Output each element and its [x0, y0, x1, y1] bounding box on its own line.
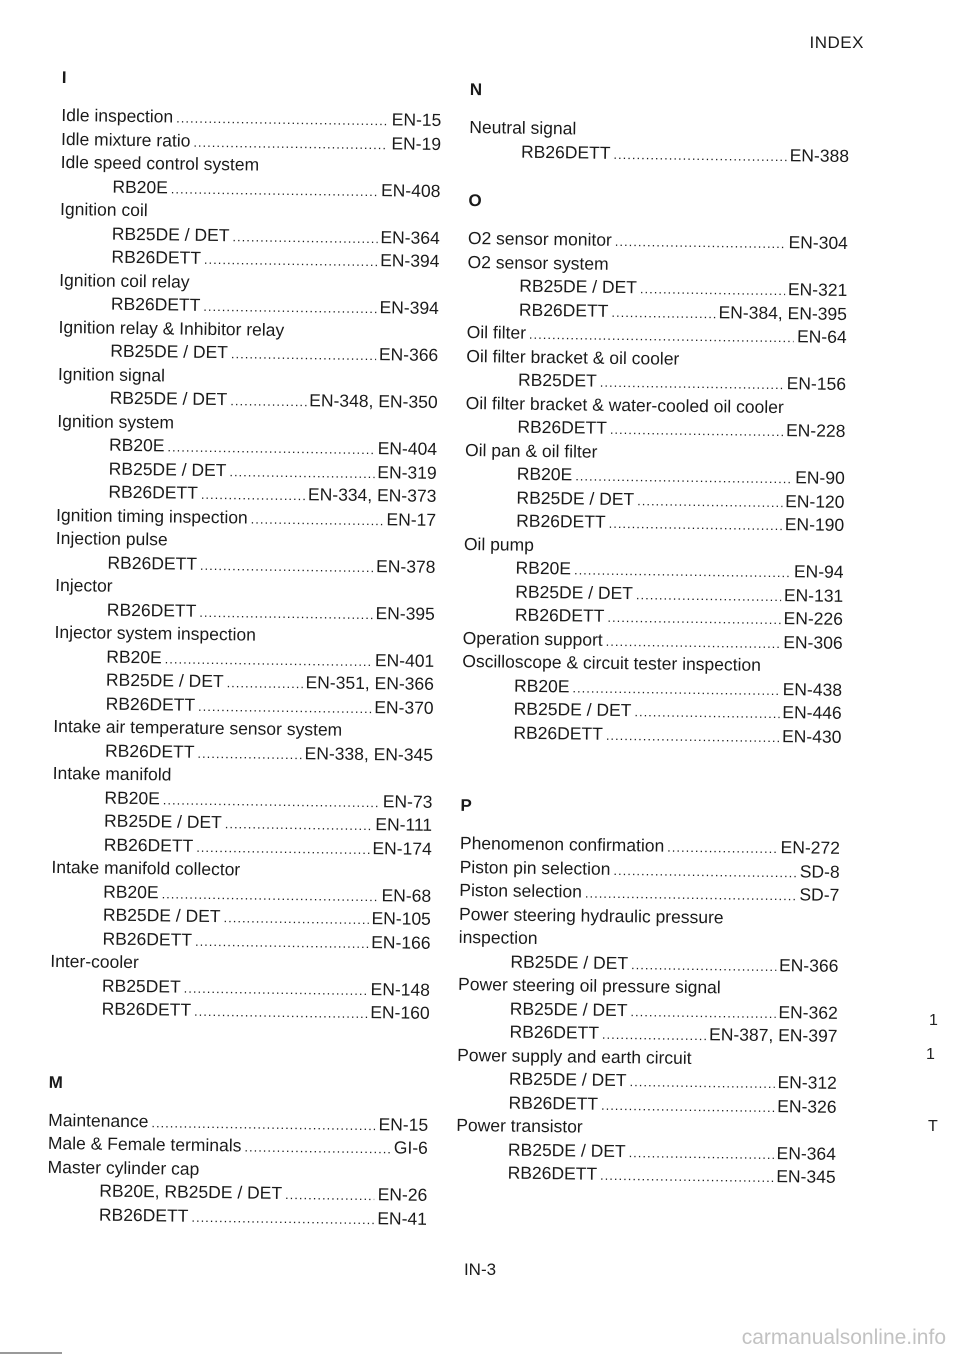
watermark-text: carmanualsonline.info: [741, 1326, 946, 1349]
dot-leader: [199, 599, 372, 625]
dot-leader: [634, 699, 779, 724]
page-reference: EN-387, EN-397: [708, 1024, 838, 1046]
page-reference: EN-174: [372, 837, 432, 859]
dot-leader: [151, 1110, 375, 1136]
dot-leader: [251, 506, 384, 531]
entry-term: RB26DETT: [103, 834, 194, 856]
dot-leader: [167, 434, 374, 460]
index-section: [469, 78, 850, 168]
dot-leader: [229, 459, 374, 484]
entry-term: Oil pump: [463, 533, 535, 555]
page-reference: EN-378: [376, 555, 436, 577]
dot-leader: [285, 1182, 375, 1207]
dot-leader: [602, 1022, 706, 1047]
page-reference: EN-131: [783, 584, 844, 606]
page-reference: GI-6: [393, 1137, 429, 1158]
section-letter: N: [469, 79, 483, 100]
entry-term: Oil filter bracket & water-cooled oil cooler: [465, 392, 784, 417]
entry-term: Operation support: [462, 627, 603, 650]
page-reference: EN-228: [785, 420, 846, 441]
entry-term: RB20E: [515, 557, 572, 579]
entry-term: RB26DETT: [513, 722, 604, 744]
entry-term: RB26DETT: [98, 1204, 189, 1226]
index-section: [461, 189, 848, 749]
page-reference: SD-8: [799, 860, 840, 882]
entry-term: Power transistor: [456, 1114, 583, 1137]
page-reference: EN-64: [796, 326, 847, 347]
dot-leader: [203, 294, 376, 320]
index-subentry: [50, 997, 430, 1025]
page-reference: EN-120: [785, 490, 845, 512]
dot-leader: [637, 488, 782, 513]
entry-term: RB25DE / DET: [110, 340, 229, 363]
dot-leader: [231, 341, 376, 366]
index-section: [456, 794, 841, 1189]
entry-term: Oil filter: [466, 321, 527, 343]
entry-term: RB26DETT: [507, 1162, 598, 1184]
dot-leader: [244, 1134, 391, 1159]
entry-term: RB26DETT: [101, 998, 192, 1020]
page-reference: EN-362: [778, 1001, 838, 1023]
margin-mark: T: [928, 1118, 938, 1135]
entry-term: RB25DE / DET: [509, 998, 628, 1020]
dot-leader: [232, 224, 377, 249]
page-reference: EN-105: [371, 908, 431, 929]
dot-leader: [198, 693, 371, 719]
page-reference: EN-366: [778, 954, 839, 976]
page-reference: EN-384, EN-395: [718, 301, 848, 324]
entry-term: RB26DETT: [516, 510, 606, 532]
page-reference: EN-226: [783, 608, 844, 629]
page-reference: SD-7: [799, 884, 840, 905]
entry-term: RB26DETT: [518, 299, 609, 321]
entry-term: RB20E: [112, 176, 169, 197]
entry-term: RB20E, RB25DE / DET: [99, 1180, 283, 1203]
dot-leader: [194, 999, 367, 1025]
dot-leader: [184, 975, 368, 1001]
page-reference: EN-41: [377, 1207, 428, 1229]
entry-term: Male & Female terminals: [47, 1132, 242, 1156]
dot-leader: [163, 787, 380, 813]
entry-term: RB20E: [513, 675, 570, 696]
page-reference: EN-321: [787, 279, 848, 300]
page-reference: EN-401: [374, 649, 435, 671]
entry-term: inspection: [458, 926, 538, 948]
entry-term: RB25DE / DET: [103, 810, 222, 833]
entry-term: Injection pulse: [55, 527, 168, 550]
page-header-title: INDEX: [809, 33, 864, 52]
entry-term: Oscilloscope & circuit tester inspection: [462, 650, 762, 675]
page-reference: EN-15: [378, 1113, 429, 1135]
page-reference: EN-26: [377, 1184, 428, 1205]
dot-leader: [529, 322, 794, 349]
entry-term: Maintenance: [48, 1109, 149, 1131]
dot-leader: [609, 511, 782, 537]
page-reference: EN-68: [381, 884, 432, 906]
page-reference: EN-345: [776, 1166, 836, 1187]
entry-term: RB25DE / DET: [513, 698, 632, 721]
entry-term: Neutral signal: [469, 116, 577, 139]
dot-leader: [191, 1204, 374, 1230]
dot-leader: [176, 106, 389, 132]
page-reference: EN-326: [777, 1095, 837, 1117]
margin-mark: 1: [926, 1046, 935, 1063]
page-reference: EN-364: [380, 226, 440, 248]
page-reference: EN-306: [783, 631, 843, 653]
dot-leader: [611, 299, 715, 324]
page-reference: EN-94: [793, 561, 844, 582]
page-reference: EN-430: [781, 725, 842, 747]
entry-term: Injector system inspection: [54, 621, 257, 645]
dot-leader: [575, 463, 792, 489]
entry-term: Ignition system: [57, 410, 175, 432]
entry-term: RB25DE / DET: [508, 1068, 627, 1091]
page-reference: EN-364: [776, 1142, 837, 1164]
dot-leader: [197, 740, 301, 765]
section-letter: P: [460, 795, 472, 816]
dot-leader: [636, 582, 781, 607]
entry-term: RB26DETT: [104, 740, 195, 762]
page-reference: EN-156: [786, 373, 847, 394]
dot-leader: [640, 276, 785, 301]
entry-term: RB26DETT: [111, 246, 202, 268]
entry-term: RB20E: [108, 434, 165, 456]
dot-leader: [204, 247, 377, 273]
page-reference: EN-404: [377, 438, 438, 459]
entry-term: RB25DE / DET: [111, 223, 230, 245]
entry-term: Ignition coil: [59, 198, 148, 221]
dot-leader: [572, 675, 779, 701]
entry-term: RB26DETT: [106, 599, 197, 621]
page-reference: EN-304: [788, 232, 849, 253]
page-reference: EN-73: [382, 790, 433, 812]
entry-term: Oil pan & oil filter: [465, 439, 598, 462]
entry-term: RB25DE / DET: [519, 275, 638, 298]
entry-term: Piston selection: [459, 879, 583, 902]
entry-term: Master cylinder cap: [47, 1156, 200, 1179]
section-letter: M: [48, 1072, 63, 1092]
entry-term: Oil filter bracket & oil cooler: [466, 345, 680, 369]
dot-leader: [225, 811, 373, 836]
entry-term: RB25DE / DET: [507, 1139, 626, 1161]
page-reference: EN-394: [380, 250, 440, 271]
dot-leader: [667, 835, 778, 860]
entry-term: RB26DETT: [105, 693, 196, 715]
index-subentry: [469, 139, 849, 167]
entry-term: RB25DE / DET: [109, 387, 228, 410]
dot-leader: [606, 722, 779, 748]
entry-term: RB26DETT: [110, 293, 201, 315]
dot-leader: [615, 229, 786, 255]
dot-leader: [610, 417, 783, 443]
entry-term: Idle mixture ratio: [60, 128, 191, 151]
page-reference: EN-312: [777, 1072, 838, 1093]
dot-leader: [630, 999, 775, 1024]
dot-leader: [223, 905, 368, 930]
page-number: IN-3: [463, 1260, 497, 1279]
dot-leader: [201, 482, 305, 507]
entry-term: Intake manifold collector: [51, 856, 241, 880]
entry-term: RB25DE / DET: [102, 904, 221, 927]
page-reference: EN-160: [370, 1002, 430, 1023]
entry-term: Power supply and earth circuit: [457, 1044, 692, 1068]
page-reference: EN-338, EN-345: [304, 742, 434, 765]
entry-term: RB25DET: [101, 975, 181, 997]
entry-term: Ignition signal: [57, 363, 166, 385]
page-reference: EN-351, EN-366: [305, 672, 435, 694]
dot-leader: [165, 646, 372, 672]
dot-leader: [629, 1069, 774, 1094]
margin-mark: 1: [929, 1012, 938, 1029]
entry-term: RB26DETT: [520, 141, 611, 163]
entry-term: RB20E: [103, 881, 159, 902]
entry-term: RB20E: [516, 463, 573, 485]
dot-leader: [230, 388, 306, 412]
dot-leader: [585, 881, 797, 907]
entry-term: Intake manifold: [52, 762, 172, 785]
scan-edge-line: [0, 1352, 62, 1354]
dot-leader: [226, 670, 302, 694]
page-reference: EN-334, EN-373: [307, 484, 437, 506]
entry-term: RB25DE / DET: [515, 581, 634, 603]
dot-leader: [601, 1092, 774, 1118]
page-reference: EN-111: [375, 814, 433, 835]
page-reference: EN-394: [379, 297, 439, 318]
index-section: [50, 66, 442, 1025]
entry-term: Ignition timing inspection: [55, 504, 248, 527]
index-column-left: [47, 66, 442, 1231]
page-reference: EN-272: [780, 837, 841, 858]
entry-term: RB25DE / DET: [108, 458, 227, 480]
dot-leader: [613, 857, 797, 883]
dot-leader: [193, 129, 388, 155]
page-reference: EN-19: [391, 132, 442, 154]
entry-term: RB25DE / DET: [510, 951, 629, 973]
index-section: [47, 1070, 429, 1230]
entry-term: RB20E: [106, 646, 162, 667]
page-reference: EN-15: [391, 109, 442, 130]
page-reference: EN-366: [378, 344, 439, 365]
entry-term: RB25DET: [517, 369, 597, 391]
entry-term: Ignition coil relay: [59, 269, 190, 292]
section-letter: O: [468, 190, 482, 211]
entry-term: O2 sensor system: [467, 251, 609, 274]
dot-leader: [600, 1163, 773, 1189]
dot-leader: [628, 1140, 773, 1165]
entry-term: Intake air temperature sensor system: [53, 715, 343, 740]
index-subentry: [47, 1202, 427, 1230]
dot-leader: [574, 557, 791, 583]
entry-term: RB26DETT: [102, 928, 193, 950]
index-column-right: [456, 78, 850, 1189]
section-spacer: [461, 744, 842, 799]
dot-leader: [600, 370, 784, 396]
section-letter: I: [61, 67, 67, 88]
page-reference: EN-348, EN-350: [309, 390, 438, 412]
page-reference: EN-370: [374, 696, 434, 718]
entry-term: Power steering oil pressure signal: [458, 973, 721, 998]
entry-term: Inter-cooler: [50, 950, 139, 973]
section-spacer: [49, 1020, 430, 1075]
page-reference: EN-90: [795, 467, 845, 488]
index-subentry: [456, 1161, 836, 1189]
entry-term: RB26DETT: [517, 416, 608, 438]
dot-leader: [161, 881, 378, 907]
entry-term: RB26DETT: [108, 481, 199, 503]
dot-leader: [171, 176, 378, 202]
entry-term: RB26DETT: [508, 1092, 599, 1114]
page-reference: EN-319: [377, 461, 437, 483]
dot-leader: [607, 605, 780, 631]
entry-term: Piston pin selection: [459, 856, 611, 879]
entry-term: Injector: [55, 574, 113, 596]
entry-term: Ignition relay & Inhibitor relay: [58, 316, 285, 340]
dot-leader: [196, 834, 369, 860]
dot-leader: [195, 928, 368, 954]
page-reference: EN-408: [380, 179, 441, 201]
dot-leader: [631, 952, 776, 977]
page-reference: EN-17: [386, 508, 437, 530]
entry-term: Idle speed control system: [60, 151, 260, 175]
entry-term: RB25DE / DET: [105, 669, 224, 692]
entry-term: O2 sensor monitor: [467, 227, 612, 250]
index-subentry: [461, 720, 841, 748]
entry-term: RB26DETT: [107, 552, 198, 574]
entry-term: Phenomenon confirmation: [459, 832, 665, 856]
page-reference: EN-148: [370, 978, 431, 1000]
page-reference: EN-388: [789, 144, 850, 166]
page-reference: EN-190: [784, 514, 845, 535]
page-reference: EN-446: [782, 702, 842, 723]
dot-leader: [200, 552, 373, 578]
page-reference: EN-166: [371, 931, 431, 953]
entry-term: RB20E: [104, 787, 161, 808]
page-reference: EN-395: [375, 602, 435, 624]
dot-leader: [613, 141, 786, 167]
dot-leader: [606, 628, 781, 654]
entry-term: RB26DETT: [514, 604, 605, 626]
page-reference: EN-438: [782, 678, 843, 700]
entry-term: RB26DETT: [509, 1021, 600, 1043]
entry-term: Power steering hydraulic pressure: [458, 903, 724, 927]
entry-term: RB25DE / DET: [516, 487, 635, 509]
entry-term: Idle inspection: [61, 104, 174, 127]
